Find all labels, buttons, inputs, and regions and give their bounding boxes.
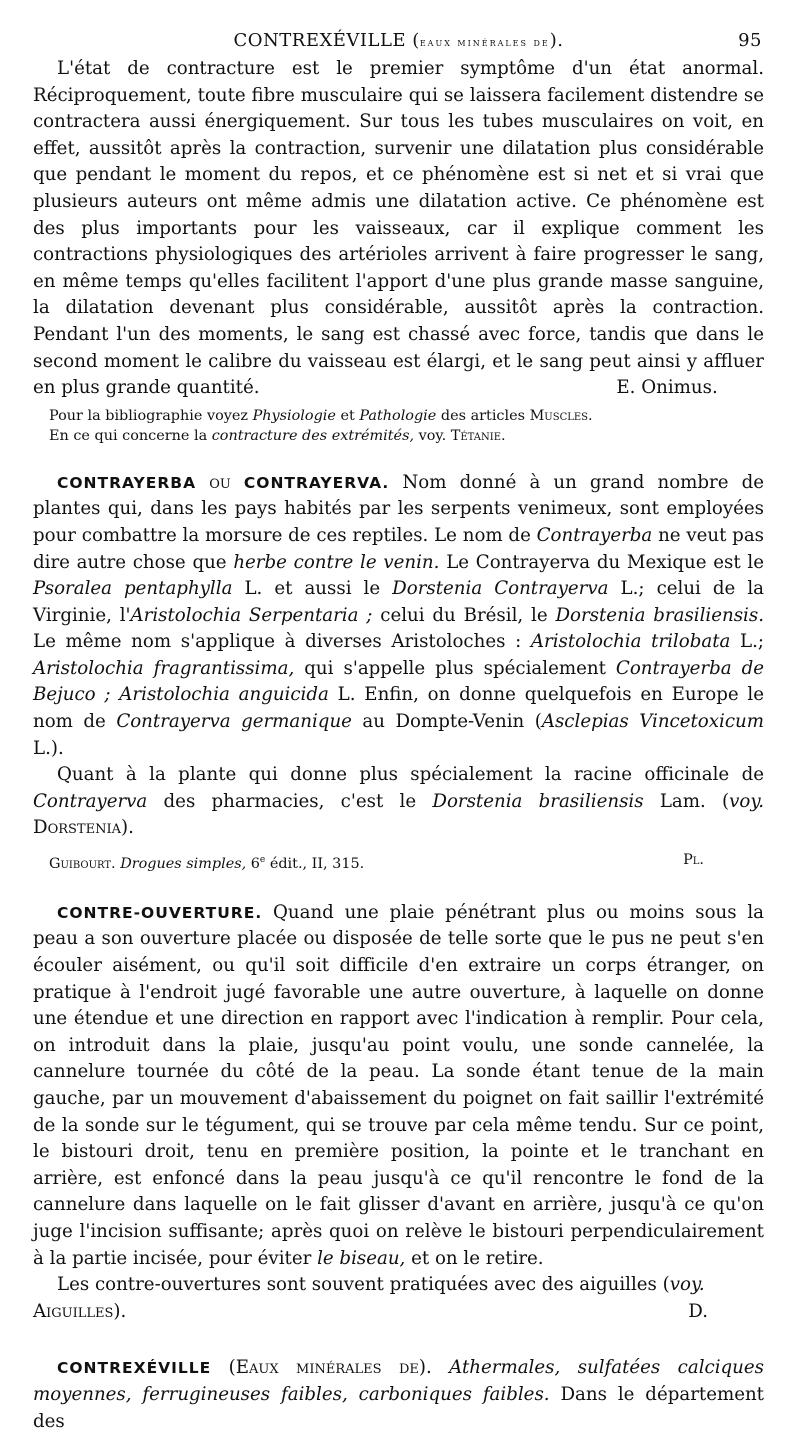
paragraph-dorstenia: Quant à la plante qui donne plus spécialement la racine officinale de Contrayerva des pharmacies, c'est le Dorstenia brasiliensis Lam. (voy. Dorstenia). bbox=[33, 764, 765, 839]
entry-heading: CONTRAYERVA. bbox=[243, 473, 390, 492]
bibliography-note: Pour la bibliographie voyez Physiologie et Pathologie des articles Muscles. bbox=[49, 407, 593, 424]
running-title: CONTREXÉVILLE (eaux minérales de). bbox=[233, 30, 564, 51]
signature-d: D. bbox=[688, 1300, 708, 1322]
entry-heading: CONTRE-OUVERTURE. bbox=[57, 903, 263, 922]
paragraph-aiguilles: Les contre-ouvertures sont souvent pratiquées avec des aiguilles (voy. Aiguilles). D. bbox=[33, 1272, 764, 1325]
cross-reference-note: En ce qui concerne la contracture des extrémités, voy. Tétanie. bbox=[49, 427, 506, 444]
running-header bbox=[33, 30, 764, 56]
signature-onimus: E. Onimus. bbox=[616, 377, 718, 399]
entry-contrexeville: CONTREXÉVILLE (Eaux minérales de). Athermales, sulfatées calciques moyennes, ferrugineuses faibles, carboniques faibles. Dans le département des bbox=[33, 1357, 764, 1432]
reference-guibourt: Guibourt. Drogues simples, 6e édit., II, 315. Pl. bbox=[49, 852, 704, 872]
entry-contrayerba: CONTRAYERBA ou CONTRAYERVA. Nom donné à un grand nombre de plantes qui, dans les pays habités par les serpents venimeux, sont employées pour combattre la morsure de ces reptiles. Le nom de Contrayerba ne veut pas dire autre chose que herbe contre le venin. Le Contrayerva du Mexique est le Psoralea pentaphylla L. et aussi le Dorstenia Contrayerva L.; celui de la Virginie, l'Aristolochia Serpentaria ; celui du Brésil, le Dorstenia brasiliensis. Le même nom s'applique à diverses Aristoloches : Aristolochia trilobata L.; Aristolochia fragrantissima, qui s'appelle plus spécialement Contrayerba de Bejuco ; Aristolochia anguicida L. Enfin, on donne quelquefois en Europe le nom de Contrayerva germanique au Dompte-Venin (Asclepias Vincetoxicum L.). bbox=[33, 471, 765, 759]
entry-heading: CONTRAYERBA bbox=[57, 473, 197, 492]
signature-pl: Pl. bbox=[683, 852, 704, 869]
page-number: 95 bbox=[738, 30, 762, 51]
entry-contre-ouverture: CONTRE-OUVERTURE. Quand une plaie pénétrant plus ou moins sous la peau a son ouverture placée ou disposée de telle sorte que le pus ne peut s'en écouler aisément, ou qu'il soit difficile d'en extraire un corps étranger, on pratique à l'endroit jugé favorable une autre ouverture, à laquelle on donne une étendue et une direction en rapport avec l'indication à remplir. Pour cela, on introduit dans la plaie, jusqu'au point voulu, une sonde cannelée, la cannelure tournée du côté de la peau. La sonde étant tenue de la main gauche, par un mouvement d'abaissement du poignet on fait saillir l'extrémité de la sonde sur le tégument, qui se trouve par cela même tendu. Sur ce point, le bistouri droit, tenu en première position, la pointe et le tranchant en arrière, est enfoncé dans la peau jusqu'à ce qu'il rencontre le fond de la cannelure dans laquelle on le fait glisser d'avant en arrière, jusqu'à ce qu'on juge l'incision suffisante; après quoi on relève le bistouri perpendiculairement à la partie incisée, pour éviter le biseau, et on le retire. bbox=[33, 901, 764, 1269]
paragraph-contracture: L'état de contracture est le premier symptôme d'un état anormal. Réciproquement, toute fibre musculaire qui se laissera facilement distendre se contractera aussi énergiquement. Sur tous les tubes musculaires on voit, en effet, aussitôt après la contraction, survenir une dilatation plus considérable que pendant le moment du repos, et ce phénomène est si net et si vrai que plusieurs auteurs ont même admis une dilatation active. Ce phénomène est des plus importants pour les vaisseaux, car il explique comment les contractions physiologiques des artérioles arrivent à faire progresser le sang, en même temps qu'elles facilitent l'apport d'une plus grande masse sanguine, la dilatation devenant plus considérable, aussitôt après la contraction. Pendant l'un des moments, le sang est chassé avec force, tandis que dans le second moment le calibre du vaisseau est élargi, et le sang peut ainsi y affluer en plus grande quantité. E. Onimus. bbox=[33, 56, 764, 402]
entry-heading: CONTREXÉVILLE bbox=[57, 1359, 212, 1378]
